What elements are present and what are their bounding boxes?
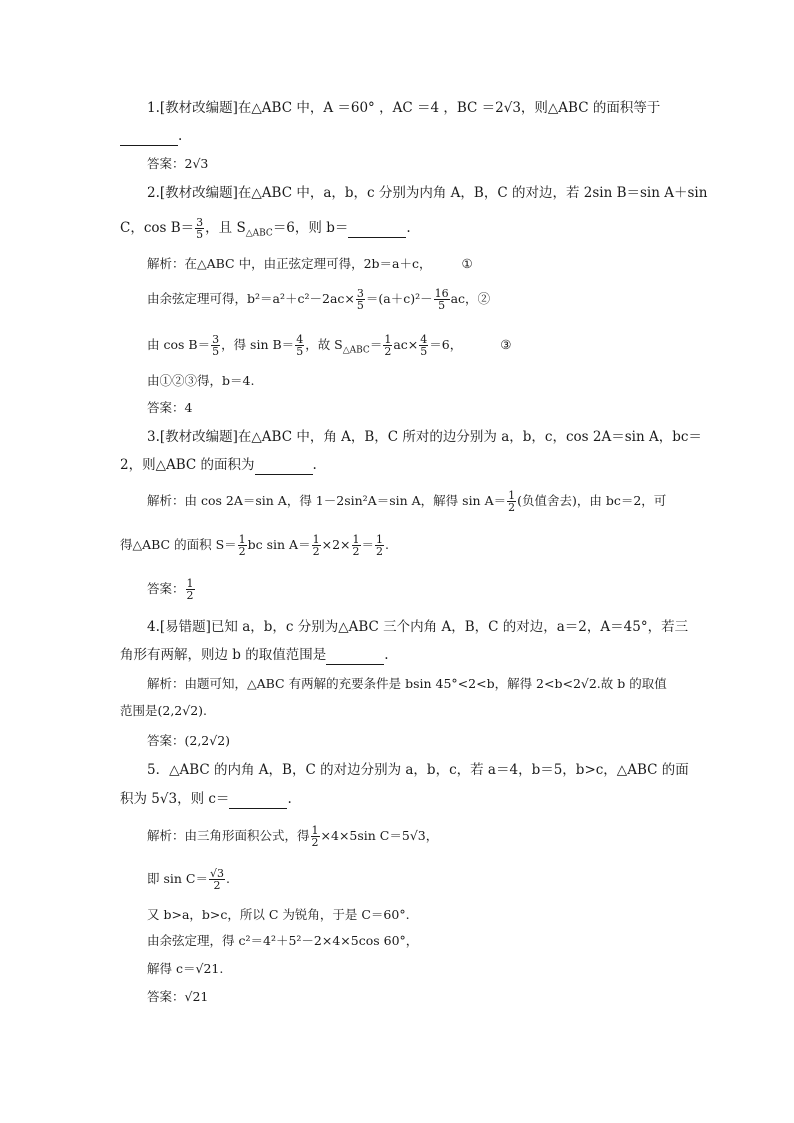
answer-blank bbox=[255, 456, 313, 475]
problem-3-solution-line2: 得△ABC 的面积 S＝ $\frac{1}{2}$ bc sin A＝ $\frac{1}{2}$ ×2× $\frac{1}{2}$ ＝ $\frac{1}{2}$ . bbox=[120, 533, 389, 558]
problem-1-question: 1.[教材改编题]在△ABC 中，A ＝60° ，AC ＝4 ，BC ＝2√3，则△ABC 的面积等于 bbox=[147, 100, 661, 116]
problem-2-answer: 答案：4 bbox=[147, 400, 193, 415]
problem-2-solution-line2: 由余弦定理可得，b²＝a²＋c²－2ac× $\frac{3}{5}$ ＝(a＋c)²－ $\frac{16}{5}$ ac，② bbox=[147, 287, 491, 312]
problem-4-question-line2: 角形有两解，则边 b 的取值范围是 . bbox=[120, 647, 389, 663]
problem-5-solution-line2: 即 sin C＝ $\frac{√3}{2}$ . bbox=[147, 867, 230, 892]
fraction: $\frac{4}{5}$ bbox=[420, 333, 428, 358]
fraction: $\frac{16}{5}$ bbox=[434, 287, 449, 312]
problem-2-solution-line4: 由①②③得，b＝4. bbox=[147, 373, 255, 388]
fraction: $\frac{3}{5}$ bbox=[212, 333, 220, 358]
fraction: $\frac{1}{2}$ bbox=[508, 489, 516, 514]
fraction: $\frac{3}{5}$ bbox=[356, 287, 364, 312]
answer-blank bbox=[326, 646, 384, 665]
problem-1-answer: 答案：2√3 bbox=[147, 156, 209, 171]
problem-5-solution-line3: 又 b>a，b>c，所以 C 为锐角，于是 C＝60°. bbox=[147, 907, 410, 922]
problem-2-question-line2: C，cos B＝ $\frac{3}{5}$ ，且 $S_{\triangle ABC}=6$，则 b＝ . bbox=[120, 216, 411, 241]
problem-2-solution-line1: 解析：在△ABC 中，由正弦定理可得，2b＝a＋c， ① bbox=[147, 256, 473, 271]
fraction: $\frac{√3}{2}$ bbox=[209, 867, 224, 892]
problem-5-answer: 答案：√21 bbox=[147, 989, 209, 1004]
problem-5-question-line2: 积为 5√3，则 c＝ . bbox=[120, 791, 292, 807]
fraction: $\frac{1}{2}$ bbox=[186, 577, 194, 602]
fraction: $\frac{1}{2}$ bbox=[384, 333, 392, 358]
problem-4-solution-line2: 范围是(2,2√2). bbox=[120, 703, 208, 718]
fraction: $\frac{1}{2}$ bbox=[312, 533, 320, 558]
fraction: $\frac{1}{2}$ bbox=[238, 533, 246, 558]
problem-4-answer: 答案：(2,2√2) bbox=[147, 733, 231, 748]
problem-3-answer: 答案： $\frac{1}{2}$ bbox=[147, 577, 194, 602]
problem-4-solution-line1: 解析：由题可知，△ABC 有两解的充要条件是 bsin 45°<2<b，解得 2<b<2√2.故 b 的取值 bbox=[147, 676, 667, 691]
problem-5-solution-line1: 解析：由三角形面积公式，得 $\frac{1}{2}$ ×4×5sin C＝5√3， bbox=[147, 824, 439, 849]
problem-3-question-line2: 2，则△ABC 的面积为 . bbox=[120, 457, 317, 473]
problem-4-question: 4.[易错题]已知 a，b，c 分别为△ABC 三个内角 A，B，C 的对边，a＝2，A＝45°，若三 bbox=[147, 619, 689, 635]
answer-blank bbox=[229, 790, 287, 809]
fraction: $\frac{4}{5}$ bbox=[296, 333, 304, 358]
problem-5-question: 5．△ABC 的内角 A，B，C 的对边分别为 a，b，c，若 a＝4，b＝5，b>c，△ABC 的面 bbox=[147, 762, 689, 778]
problem-5-solution-line4: 由余弦定理，得 c²＝4²＋5²－2×4×5cos 60°， bbox=[147, 933, 419, 948]
answer-blank bbox=[348, 219, 406, 238]
problem-5-solution-line5: 解得 c＝√21. bbox=[147, 961, 224, 976]
fraction: $\frac{3}{5}$ bbox=[196, 216, 204, 241]
problem-1-question-line2: . bbox=[120, 127, 182, 146]
fraction: $\frac{1}{2}$ bbox=[352, 533, 360, 558]
problem-2-solution-line3: 由 cos B＝ $\frac{3}{5}$ ，得 sin B＝ $\frac{4}{5}$ ，故 $S_{\triangle ABC}=$ $\frac{1}{2}$ ac× $\frac{4}{5}$ ＝6， ③ bbox=[147, 333, 512, 358]
fraction: $\frac{1}{2}$ bbox=[311, 824, 319, 849]
fraction: $\frac{1}{2}$ bbox=[376, 533, 384, 558]
problem-3-question: 3.[教材改编题]在△ABC 中，角 A，B，C 所对的边分别为 a，b，c，cos 2A＝sin A，bc＝ bbox=[147, 429, 702, 445]
answer-blank bbox=[120, 127, 178, 146]
problem-2-question: 2.[教材改编题]在△ABC 中，a，b，c 分别为内角 A，B，C 的对边，若 2sin B＝sin A＋sin bbox=[147, 185, 708, 201]
problem-3-solution-line1: 解析：由 cos 2A＝sin A，得 1－2sin²A＝sin A，解得 sin A＝ $\frac{1}{2}$ (负值舍去)，由 bc＝2，可 bbox=[147, 489, 667, 514]
